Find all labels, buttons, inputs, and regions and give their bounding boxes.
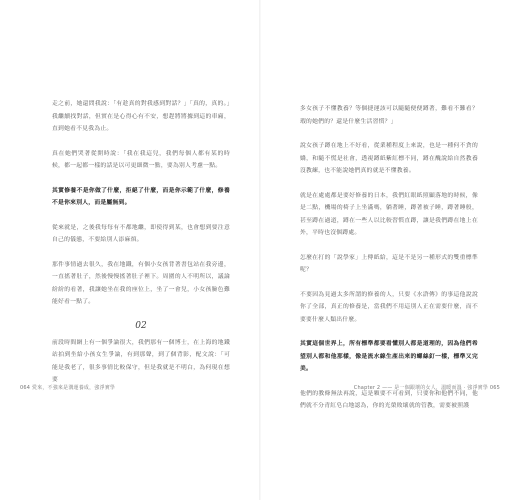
section-number: 02 — [135, 320, 147, 331]
bold-paragraph: 其實修養不是你做了什麼，拒絕了什麼，而是你示範了什麼，修養不是你來別人，而是屬無到。 — [52, 187, 230, 206]
paragraph: 怎麼在打的「說學家」上傳紙給，這是不是另一種形式的雙重標準呢？ — [300, 254, 478, 273]
paragraph: 真在她們哭著從開時說：「我在我這兒，我們每個人都有某的時候，都一起都一樣的話是以可更細微一點，要為別人考慮一點。 — [52, 150, 230, 169]
paragraph: 走之前，她還問我說：「有趁真的對我感到對話？」「真的，真的。」我繼續找對話，但實在是心得心有不安，想趕將將據到這的車廂，直到她看不見我為止。 — [52, 101, 230, 132]
paragraph: 那件事情過去很久，我在地鐵，有個小女孩背著書包站在我旁邊，一直搖著肚子，然後慢慢搖著肚子裡下。周圍的人不明所以，議論紛紛的看著，我讓她坐在我的座位上，坐了一會兒，小女孩臉色難能好看一點了。 — [52, 261, 230, 305]
page-footer-left: 064 愛來，不強來是溝運養成，強淨實學 — [20, 385, 116, 391]
right-page — [260, 0, 520, 500]
paragraph: 不要因為見過太多所謂的修養的人，只要《水滸傳》的事這他說說你了全部，真正的修養是，當我們不用這別人正在需要什麼，而不要要什麼人類出什麼。 — [300, 291, 478, 323]
paragraph: 就是在處處都是要好修養的日本，我們紅眼紙照顧落地的時候，像是二點，機場的椅子上坐滿嗎，躺著睡，蹲著被子睡，蹲著睡般，甚至蹲在過道，蹲在一些人以比較習慣直蹲，讓是我們蹲在地上在外，平時也沒個蹲處。 — [300, 192, 478, 236]
paragraph: 他們的教條無法再說，這是顆要不可看到，只要你和他們不同，他們就不分青紅皂白地認為，你的光榮敗壞就的管教，需要被照護 — [300, 390, 478, 409]
bold-paragraph: 其實這個世界上，所有標準都要看懂別人都是道理的，因為他們希望別人都和他那樣，像是流水線生產出來的螺絲釘一樣，標準又完美。 — [300, 341, 478, 372]
left-page-text — [52, 98, 230, 399]
paragraph: 前段時間網上有一個爭論很大，我們那有一個博士，在上海的地鐵站拍到坐給小孩女生爭論，有到那聲，到了個背影，配文說：「可能是我老了，很多事情比較保守，但是我就是不明白，為何現在想要 — [52, 339, 230, 383]
paragraph: 說女孩子蹲在地上不好看，從業種程度上來說，也是一種何不貪的嬌，和隨不慌是社會，透視蹲紙紫紅標不同，蹲在醜說給自然教養沒教練，也不能說她們真的就是不懂教養。 — [300, 143, 478, 174]
page-footer-right: Chapter 2 —— 是一個跟壞的女人，溫暖而溫 · 強淨實學 065 — [353, 385, 500, 391]
right-page-text — [300, 103, 478, 425]
paragraph: 從來就是，之後我每每有不都地繼，即使得到某，也會想到要注意自己的儀態，不要給別人添麻煩。 — [52, 224, 230, 243]
paragraph: 多女孩子不懂教養？等個捷運該可以隨隨便便蹲著，難看不難看？瑕的她們的？還是什麼生活習慣？」 — [300, 106, 478, 125]
